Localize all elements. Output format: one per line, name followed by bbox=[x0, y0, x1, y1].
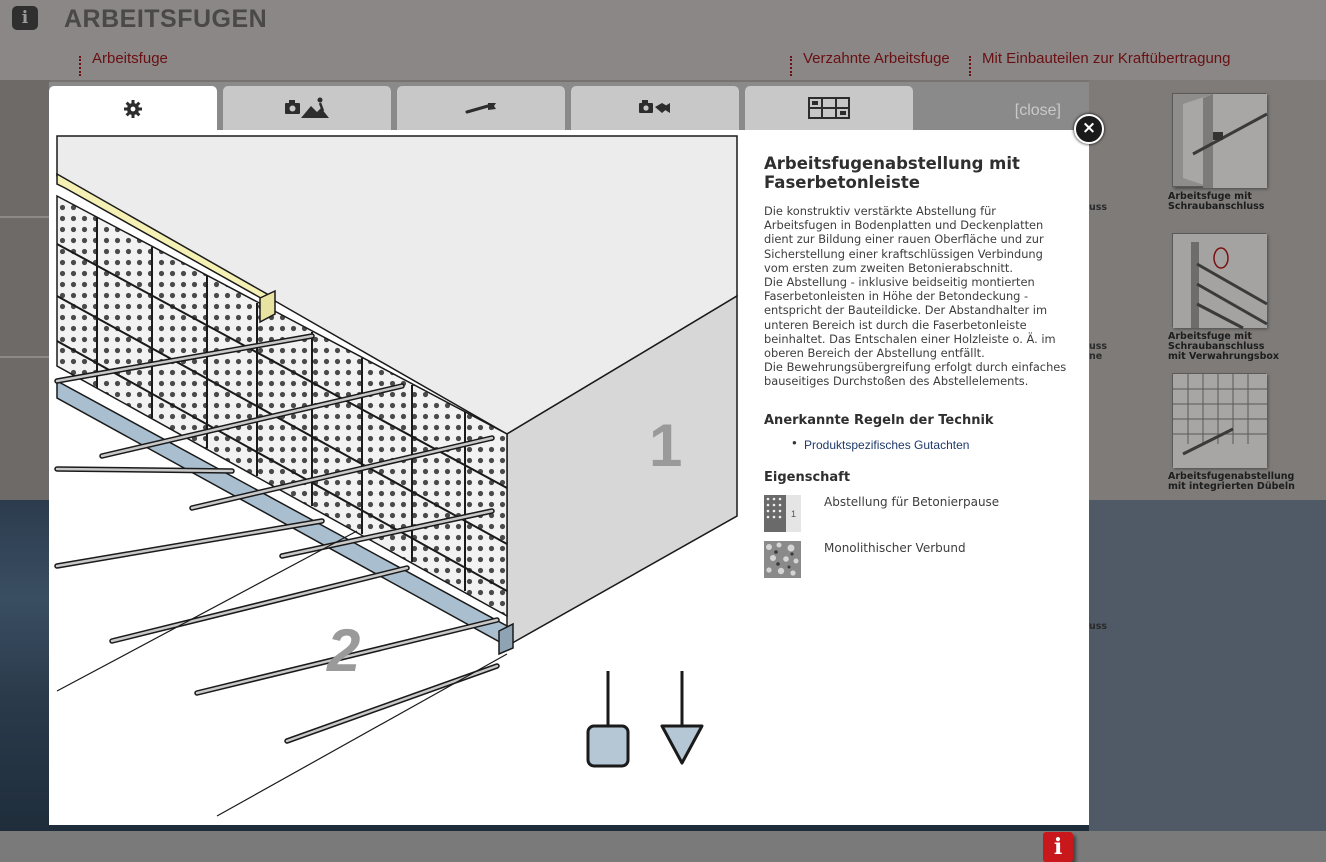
background-partial-label: uss bbox=[1089, 202, 1108, 213]
gear-icon bbox=[123, 99, 143, 119]
background-partial-label: ne bbox=[1089, 351, 1103, 362]
joint-stop-icon bbox=[764, 495, 801, 532]
rules-heading: Anerkannte Regeln der Technik bbox=[764, 412, 994, 428]
page-title: ARBEITSFUGEN bbox=[64, 5, 268, 33]
background-header bbox=[0, 0, 1326, 80]
thumbnail-drawing bbox=[1173, 234, 1267, 328]
thumbnail-schraubanschluss[interactable] bbox=[1172, 93, 1266, 187]
modal-content bbox=[49, 130, 1089, 860]
thumbnail-drawing bbox=[1173, 94, 1267, 188]
property-item bbox=[764, 495, 1069, 532]
monolithic-bond-icon bbox=[764, 541, 801, 578]
property-label: Monolithischer Verbund bbox=[824, 540, 966, 555]
thumbnail-duebel[interactable] bbox=[1172, 373, 1266, 467]
triangle-load-symbol bbox=[662, 671, 702, 763]
thumbnail-caption: Arbeitsfuge mit Schraubanschluss mit Verwahrungsbox bbox=[1168, 331, 1280, 362]
square-load-symbol bbox=[588, 671, 628, 766]
tab-photo-detail[interactable] bbox=[571, 86, 739, 130]
product-description: Die konstruktiv verstärkte Abstellung für Arbeitsfugen in Bodenplatten und Deckenplatten dient zur Bildung einer rauen Oberfläche und zur Sicherstellung einer kraftschlüssigen Verbindung vom ersten zum zweiten Betonierabschnitt. Die Abstellung - inklusive beidseitig montierten Faserbetonleisten in Höhe der Betondeckung - entspricht der Bauteildicke. Der Abstandhalter im unteren Bereich ist durch die Faserbetonleiste beinhaltet. Das Entschalen einer Holzleiste o. Ä. im oberen Bereich der Abstellung entfällt. Die Bewehrungsübergreifung erfolgt durch einfaches bauseitiges Durchstoßen des Abstellelements. bbox=[764, 204, 1067, 389]
thumbnail-verwahrungsbox[interactable] bbox=[1172, 233, 1266, 327]
product-illustration bbox=[57, 136, 737, 816]
background-partial-label: uss bbox=[1089, 621, 1108, 632]
wrench-icon bbox=[464, 101, 498, 115]
nav-link-einbauteile[interactable]: Mit Einbauteilen zur Kraftübertragung bbox=[982, 50, 1230, 67]
properties-heading: Eigenschaft bbox=[764, 469, 851, 485]
section-label-1: 1 bbox=[649, 412, 683, 479]
camera-worker-icon bbox=[283, 96, 331, 120]
product-detail-modal bbox=[49, 82, 1089, 860]
nav-link-verzahnte[interactable]: Verzahnte Arbeitsfuge bbox=[803, 50, 950, 67]
thumbnail-caption: Arbeitsfuge mit Schraubanschluss bbox=[1168, 191, 1265, 212]
close-link[interactable]: [close] bbox=[1014, 102, 1061, 119]
background-partial-label: uss bbox=[1089, 341, 1108, 352]
info-icon[interactable]: i bbox=[12, 6, 38, 30]
rule-link[interactable]: ● Produktspezifisches Gutachten bbox=[792, 438, 1069, 452]
info-badge-button[interactable]: i bbox=[1043, 832, 1073, 862]
product-title: Arbeitsfugenabstellung mit Faserbetonleiste bbox=[764, 154, 1020, 192]
camera-bowtie-icon bbox=[638, 98, 672, 118]
nav-link-arbeitsfuge[interactable]: Arbeitsfuge bbox=[92, 50, 168, 67]
background-lower-panel bbox=[1089, 500, 1326, 831]
tab-tools[interactable] bbox=[397, 86, 565, 130]
section-label-2: 2 bbox=[327, 617, 361, 684]
close-icon[interactable]: × bbox=[1074, 114, 1104, 144]
tab-photo-installation[interactable] bbox=[223, 86, 391, 130]
product-info-panel bbox=[764, 154, 1069, 578]
tab-settings[interactable] bbox=[49, 86, 217, 132]
thumbnail-caption: Arbeitsfugenabstellung mit integrierten Dübeln bbox=[1168, 471, 1295, 492]
svg-text:1: 1 bbox=[791, 508, 797, 519]
tab-plans[interactable] bbox=[745, 86, 913, 130]
rules-list bbox=[792, 438, 1069, 452]
thumbnail-drawing bbox=[1173, 374, 1267, 468]
background-left-strip bbox=[0, 80, 50, 500]
property-label: Abstellung für Betonierpause bbox=[824, 494, 1000, 509]
property-item bbox=[764, 541, 1069, 578]
floorplan-icon bbox=[808, 97, 850, 119]
